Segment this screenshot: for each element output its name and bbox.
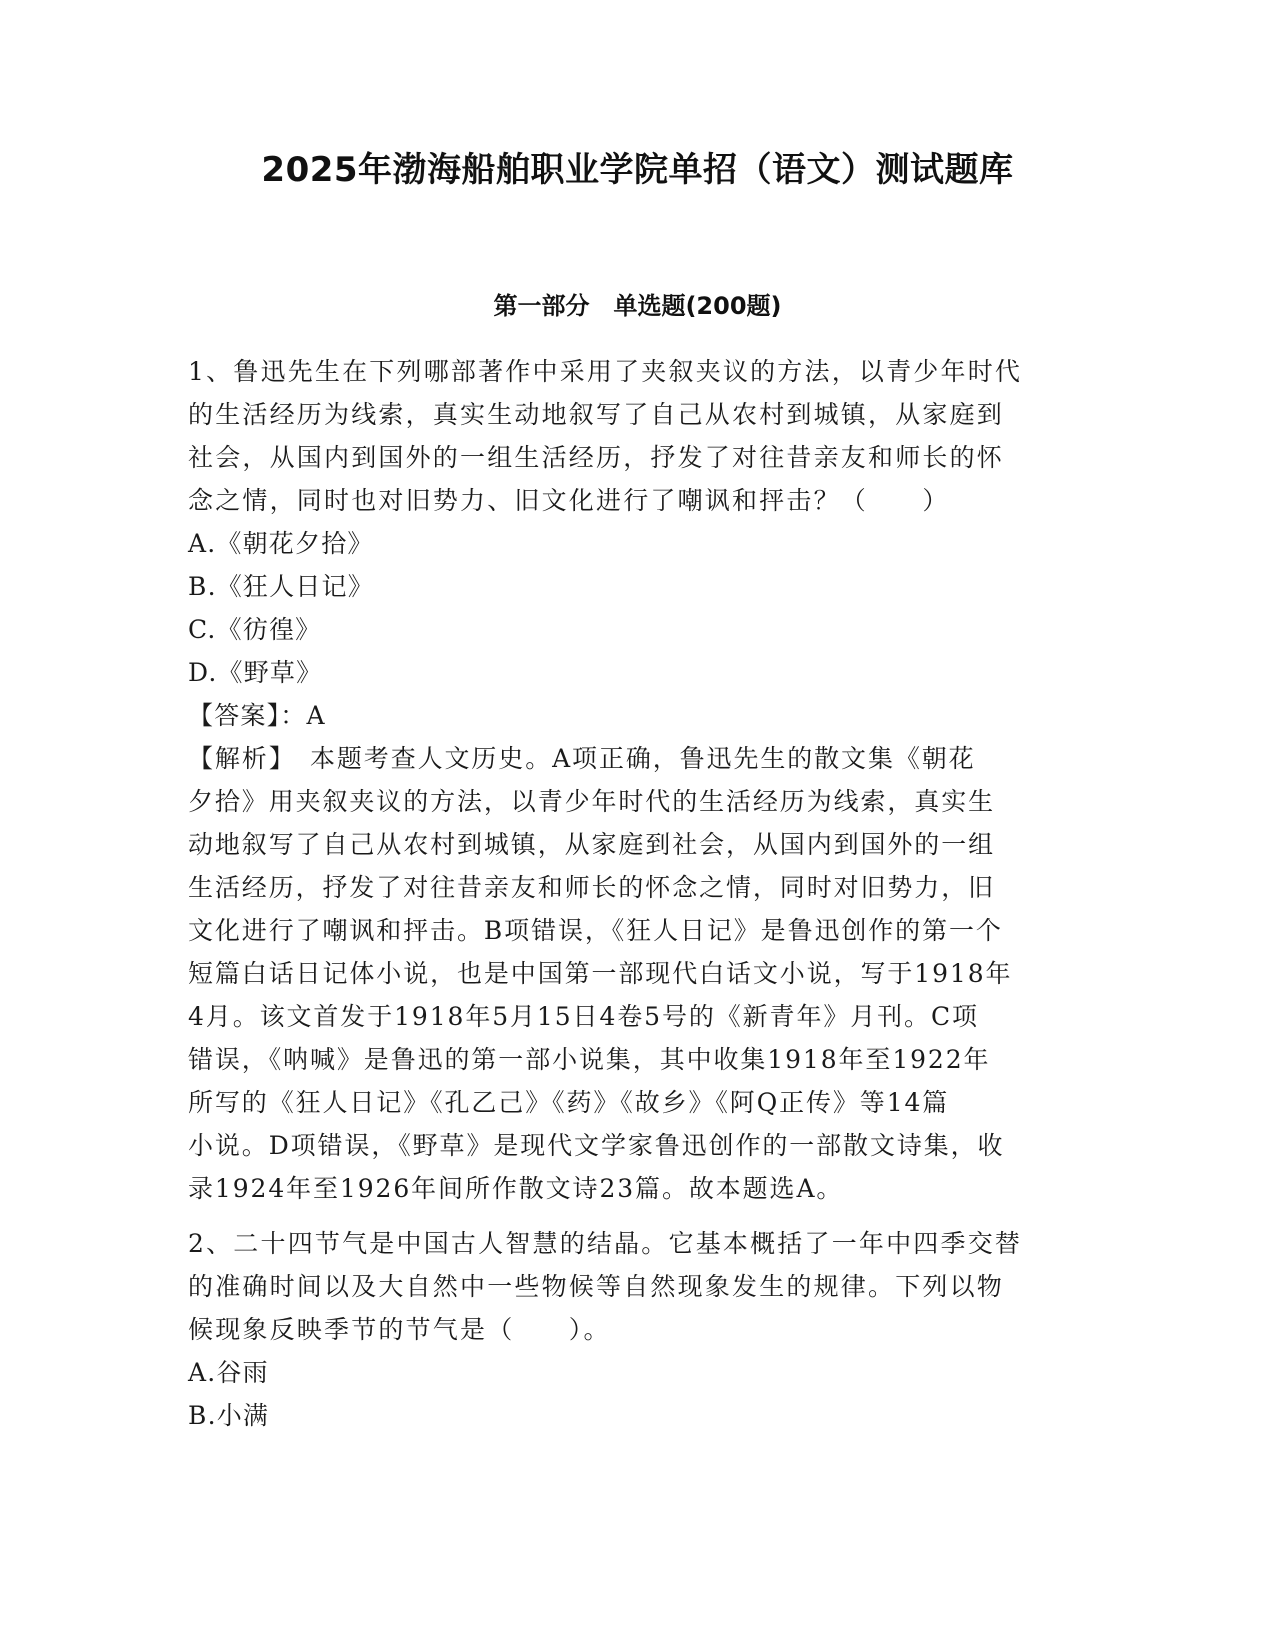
option-b: B.小满 [188,1401,270,1430]
stem-line: 念之情，同时也对旧势力、旧文化进行了嘲讽和抨击？（ ） [188,486,950,515]
option-b: B.《狂人日记》 [188,572,374,601]
explanation-line: 录1924年至1926年间所作散文诗23篇。故本题选A。 [188,1174,844,1203]
question-list [188,350,1088,1449]
explanation-line: 小说。D项错误，《野草》是现代文学家鲁迅创作的一部散文诗集，收 [188,1131,1005,1160]
explanation [188,737,1088,1210]
explanation-line: 短篇白话日记体小说，也是中国第一部现代白话文小说，写于1918年 [188,959,1013,988]
explanation-line: 错误，《呐喊》是鲁迅的第一部小说集，其中收集1918年至1922年 [188,1045,991,1074]
option-a: A.谷雨 [188,1358,269,1387]
stem-line: 候现象反映季节的节气是（ ）。 [188,1315,611,1344]
option-list [188,1351,1088,1437]
explanation-line: 动地叙写了自己从农村到城镇，从家庭到社会，从国内到国外的一组 [188,830,996,859]
option-a: A.《朝花夕拾》 [188,529,374,558]
question-stem [188,1222,1088,1351]
stem-line: 的生活经历为线索，真实生动地叙写了自己从农村到城镇，从家庭到 [188,400,1005,429]
option-c: C.《彷徨》 [188,615,322,644]
explanation-line: 4月。该文首发于1918年5月15日4卷5号的《新青年》月刊。C项 [188,1002,979,1031]
option-d: D.《野草》 [188,658,323,687]
stem-line: 1、鲁迅先生在下列哪部著作中采用了夹叙夹议的方法，以青少年时代 [188,357,1023,386]
explanation-line: 所写的《狂人日记》《孔乙己》《药》《故乡》《阿Q正传》等14篇 [188,1088,950,1117]
explanation-line: 文化进行了嘲讽和抨击。B项错误，《狂人日记》是鲁迅创作的第一个 [188,916,1003,945]
option-list [188,522,1088,694]
question-2 [188,1222,1088,1437]
stem-line: 的准确时间以及大自然中一些物候等自然现象发生的规律。下列以物 [188,1272,1005,1301]
explanation-line: 夕拾》用夹叙夹议的方法，以青少年时代的生活经历为线索，真实生 [188,787,996,816]
section-title: 第一部分 单选题(200题) [493,292,782,320]
stem-line: 2、二十四节气是中国古人智慧的结晶。它基本概括了一年中四季交替 [188,1229,1023,1258]
question-stem [188,350,1088,522]
document-title: 2025年渤海船舶职业学院单招（语文）测试题库 [261,150,1014,190]
stem-line: 社会，从国内到国外的一组生活经历，抒发了对往昔亲友和师长的怀 [188,443,1005,472]
explanation-line: 生活经历，抒发了对往昔亲友和师长的怀念之情，同时对旧势力，旧 [188,873,996,902]
explanation-line: 【解析】 本题考查人文历史。A项正确，鲁迅先生的散文集《朝花 [188,744,976,773]
answer-line: 【答案】：A [188,701,326,730]
question-1 [188,350,1088,1210]
